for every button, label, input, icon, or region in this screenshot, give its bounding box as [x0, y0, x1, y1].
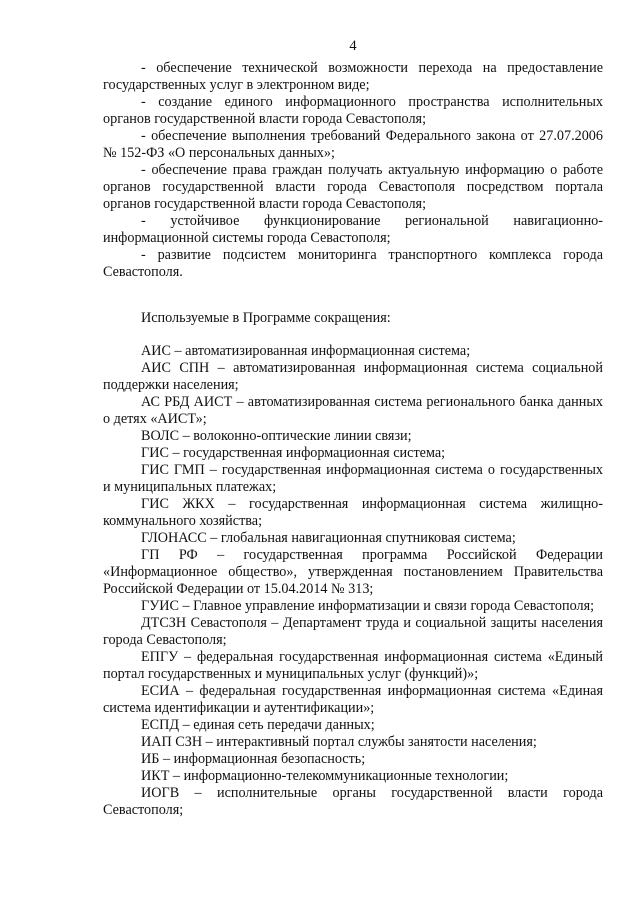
- abbreviation-item: ИБ – информационная безопасность;: [141, 751, 366, 767]
- abbreviation-item: АС РБД АИСТ – автоматизированная система регионального банка данных о детях «АИСТ»;: [103, 394, 603, 427]
- abbreviation-item: ЕПГУ – федеральная государственная информационная система «Единый портал государственных и муниципальных услуг (функций)»;: [103, 649, 603, 682]
- abbreviation-item: ГИС – государственная информационная система;: [141, 445, 446, 461]
- goal-item: - обеспечение выполнения требований Федерального закона от 27.07.2006 № 152-ФЗ «О персональных данных»;: [103, 128, 603, 161]
- abbreviations-heading: Используемые в Программе сокращения:: [141, 310, 391, 326]
- abbreviations-section: [103, 310, 603, 327]
- abbreviation-item: ГУИС – Главное управление информатизации и связи города Севастополя;: [141, 598, 595, 614]
- goal-item: - развитие подсистем мониторинга транспортного комплекса города Севастополя.: [103, 247, 603, 280]
- abbreviations-list: [103, 343, 603, 819]
- abbreviation-item: ВОЛС – волоконно-оптические линии связи;: [141, 428, 412, 444]
- abbreviation-item: ЕСИА – федеральная государственная информационная система «Единая система идентификации и аутентификации»;: [103, 683, 603, 716]
- abbreviation-item: ИОГВ – исполнительные органы государственной власти города Севастополя;: [103, 785, 603, 818]
- abbreviation-item: ГП РФ – государственная программа Российской Федерации «Информационное общество», утвержденная постановлением Правительства Российской Федерации от 15.04.2014 № 313;: [103, 547, 603, 597]
- goal-item: - обеспечение технической возможности перехода на предоставление государственных услуг в электронном виде;: [103, 60, 603, 93]
- goal-item: - создание единого информационного пространства исполнительных органов государственной власти города Севастополя;: [103, 94, 603, 127]
- abbreviation-item: ГЛОНАСС – глобальная навигационная спутниковая система;: [141, 530, 516, 546]
- goals-list: [103, 60, 603, 281]
- abbreviation-item: ИКТ – информационно-телекоммуникационные технологии;: [141, 768, 509, 784]
- goal-item: - устойчивое функционирование региональной навигационно-информационной системы города Севастополя;: [103, 213, 603, 246]
- goal-item: - обеспечение права граждан получать актуальную информацию о работе органов государственной власти города Севастополя посредством портала органов государственной власти города Севастополя;: [103, 162, 603, 212]
- abbreviation-item: ГИС ЖКХ – государственная информационная система жилищно-коммунального хозяйства;: [103, 496, 603, 529]
- abbreviation-item: ГИС ГМП – государственная информационная система о государственных и муниципальных платежах;: [103, 462, 603, 495]
- abbreviation-item: ИАП СЗН – интерактивный портал службы занятости населения;: [141, 734, 537, 750]
- abbreviation-item: АИС – автоматизированная информационная система;: [141, 343, 471, 359]
- abbreviation-item: ДТСЗН Севастополя – Департамент труда и социальной защиты населения города Севастополя;: [103, 615, 603, 648]
- page-number: 4: [349, 38, 357, 54]
- abbreviation-item: ЕСПД – единая сеть передачи данных;: [141, 717, 375, 733]
- abbreviation-item: АИС СПН – автоматизированная информационная система социальной поддержки населения;: [103, 360, 603, 393]
